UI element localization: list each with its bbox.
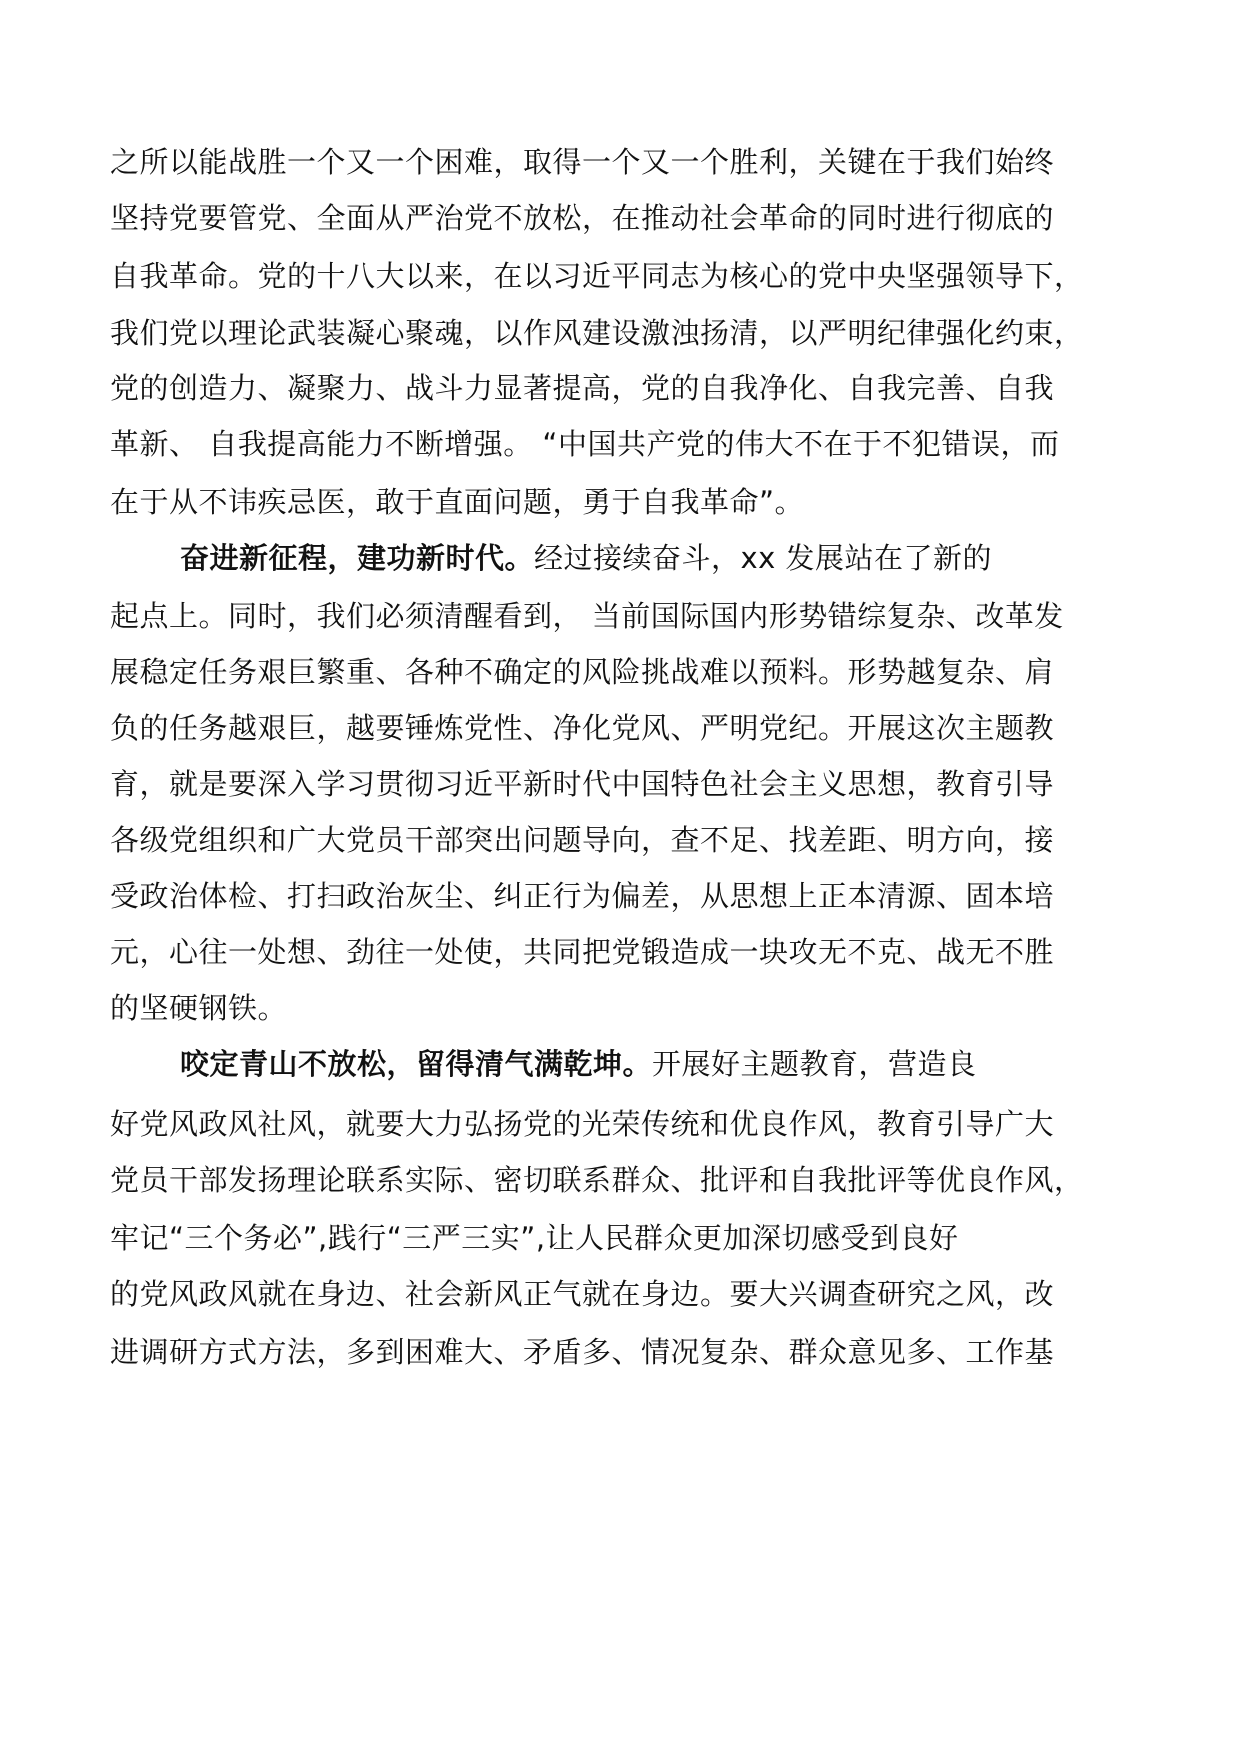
text-line: 之所以能战胜一个又一个困难，取得一个又一个胜利，关键在于我们始终 [110, 145, 1055, 179]
text-line: 党的创造力、凝聚力、战斗力显著提高，党的自我净化、自我完善、自我 [110, 371, 1055, 405]
text-line: 自我革命。党的十八大以来，在以习近平同志为核心的党中央坚强领导下， [110, 259, 1084, 293]
text-line: 坚持党要管党、全面从严治党不放松，在推动社会革命的同时进行彻底的 [110, 201, 1055, 235]
text-line: 受政治体检、打扫政治灰尘、纠正行为偏差，从思想上正本清源、固本培 [110, 879, 1055, 913]
text-line: 起点上。同时，我们必须清醒看到， 当前国际国内形势错综复杂、改革发 [110, 599, 1064, 633]
text-line: 好党风政风社风，就要大力弘扬党的光荣传统和优良作风，教育引导广大 [110, 1107, 1055, 1141]
paragraph-lead-text: 开展好主题教育，营造良 [652, 1047, 977, 1081]
text-line: 负的任务越艰巨，越要锤炼党性、净化党风、严明党纪。开展这次主题教 [110, 711, 1055, 745]
text-line: 党员干部发扬理论联系实际、密切联系群众、批评和自我批评等优良作风， [110, 1163, 1084, 1197]
text-line: 在于从不讳疾忌医，敢于直面问题，勇于自我革命”。 [110, 485, 805, 519]
paragraph-lead-line [180, 1046, 977, 1082]
text-line: 的坚硬钢铁。 [110, 991, 288, 1025]
text-line: 牢记“三个务必”,践行“三严三实”,让人民群众更加深切感受到良好 [110, 1221, 959, 1255]
text-line: 元，心往一处想、劲往一处使，共同把党锻造成一块攻无不克、战无不胜 [110, 935, 1055, 969]
text-line: 育，就是要深入学习贯彻习近平新时代中国特色社会主义思想，教育引导 [110, 767, 1055, 801]
paragraph-lead-text: 经过接续奋斗，xx 发展站在了新的 [534, 541, 993, 575]
paragraph-heading: 奋进新征程，建功新时代。 [180, 541, 535, 575]
text-line: 进调研方式方法，多到困难大、矛盾多、情况复杂、群众意见多、工作基 [110, 1335, 1055, 1369]
paragraph-lead-line [180, 540, 992, 576]
text-line: 革新、 自我提高能力不断增强。 “中国共产党的伟大不在于不犯错误，而 [110, 427, 1060, 461]
text-line: 的党风政风就在身边、社会新风正气就在身边。要大兴调查研究之风，改 [110, 1277, 1055, 1311]
paragraph-heading: 咬定青山不放松，留得清气满乾坤。 [180, 1047, 653, 1081]
text-line: 我们党以理论武装凝心聚魂，以作风建设激浊扬清，以严明纪律强化约束， [110, 316, 1084, 350]
text-line: 展稳定任务艰巨繁重、各种不确定的风险挑战难以预料。形势越复杂、肩 [110, 655, 1055, 689]
text-line: 各级党组织和广大党员干部突出问题导向，查不足、找差距、明方向，接 [110, 823, 1055, 857]
